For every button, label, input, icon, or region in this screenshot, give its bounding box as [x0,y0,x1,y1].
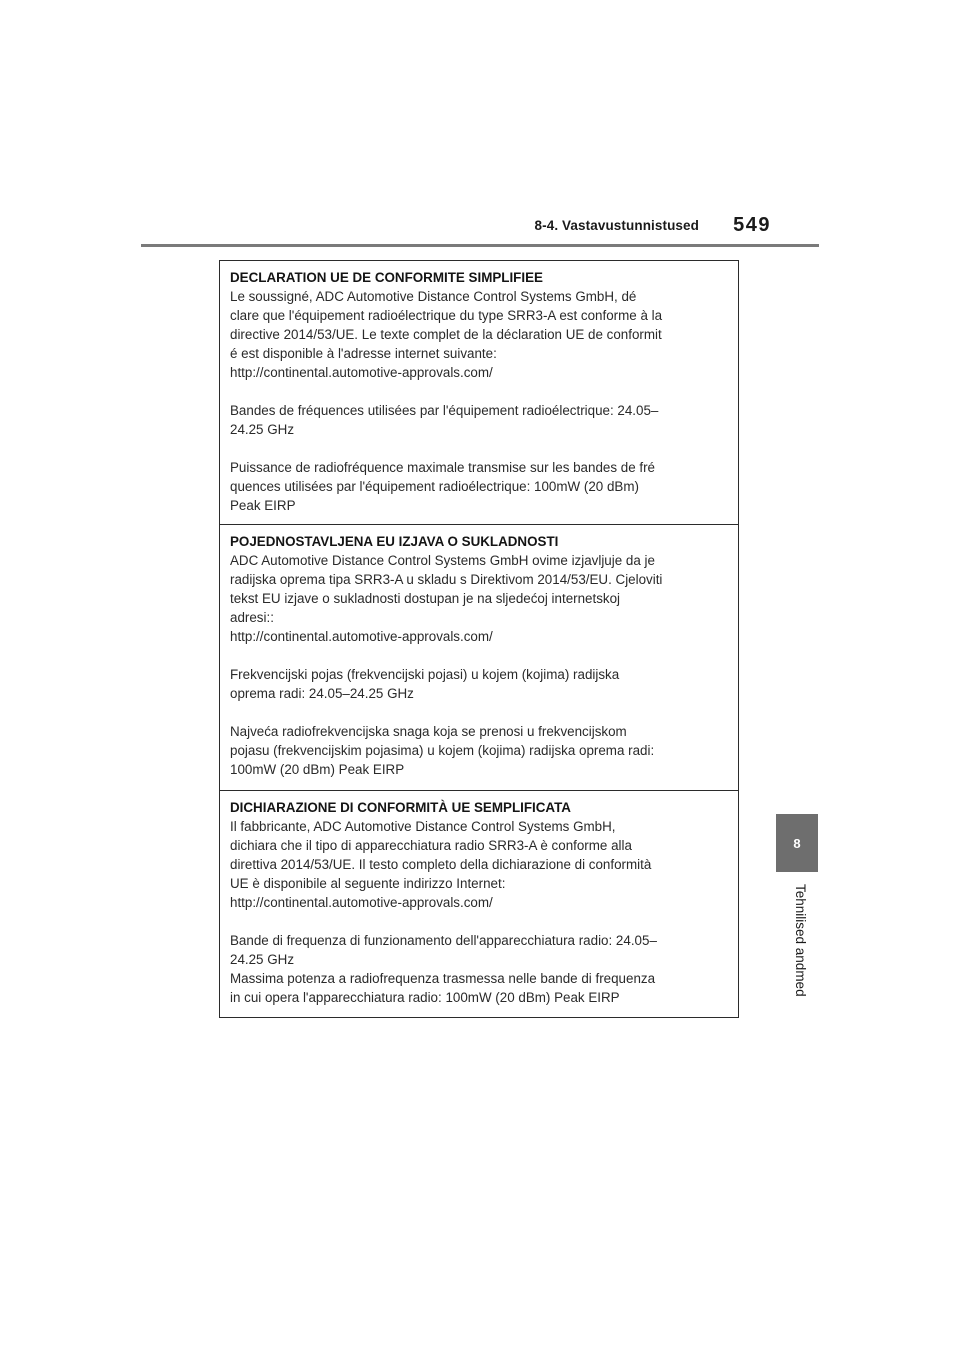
section-heading: POJEDNOSTAVLJENA EU IZJAVA O SUKLADNOSTI [230,534,559,549]
paragraph [230,665,728,703]
text-line: oprema radi: 24.05–24.25 GHz [230,686,414,701]
paragraph [230,458,728,515]
text-line: pojasu (frekvencijskim pojasima) u kojem (kojima) radijska oprema radi: [230,743,655,758]
paragraph [230,401,728,439]
text-line: Massima potenza a radiofrequenza trasmessa nelle bande di frequenza [230,971,656,986]
text-line: radijska oprema tipa SRR3-A u skladu s Direktivom 2014/53/EU. Cjeloviti [230,572,663,587]
text-line: 24.25 GHz [230,952,295,967]
text-line: Peak EIRP [230,498,296,513]
text-line: direttiva 2014/53/UE. Il testo completo della dichiarazione di conformità [230,857,652,872]
text-line: ADC Automotive Distance Control Systems GmbH ovime izjavljuje da je [230,553,655,568]
text-line: UE è disponibile al seguente indirizzo Internet: [230,876,506,891]
text-line: é est disponible à l'adresse internet suivante: [230,346,497,361]
text-line: Puissance de radiofréquence maximale transmise sur les bandes de fré [230,460,656,475]
text-line: 100mW (20 dBm) Peak EIRP [230,762,405,777]
text-line: adresi:: [230,610,274,625]
declaration-section-fr [220,261,738,525]
declaration-section-it [220,791,738,1017]
declaration-box [219,260,739,1018]
text-line: Il fabbricante, ADC Automotive Distance Control Systems GmbH, [230,819,616,834]
page-header [141,214,819,246]
declaration-section-hr [220,525,738,791]
text-line: quences utilisées par l'équipement radioélectrique: 100mW (20 dBm) [230,479,639,494]
paragraph [230,817,728,912]
text-line: Najveća radiofrekvencijska snaga koja se prenosi u frekvencijskom [230,724,627,739]
section-heading: DICHIARAZIONE DI CONFORMITÀ UE SEMPLIFICATA [230,800,571,815]
section-title: 8-4. Vastavustunnistused [534,218,699,233]
header-rule [141,244,819,247]
text-line: 24.25 GHz [230,422,295,437]
text-line: http://continental.automotive-approvals.com/ [230,629,493,644]
chapter-tab [776,814,818,872]
section-heading: DECLARATION UE DE CONFORMITE SIMPLIFIEE [230,270,543,285]
text-line: Le soussigné, ADC Automotive Distance Control Systems GmbH, dé [230,289,637,304]
chapter-label: Tehnilised andmed [793,884,808,997]
text-line: tekst EU izjave o sukladnosti dostupan je na sljedećoj internetskoj [230,591,621,606]
text-line: directive 2014/53/UE. Le texte complet de la déclaration UE de conformit [230,327,662,342]
paragraph [230,551,728,646]
chapter-number: 8 [793,835,801,851]
text-line: Frekvencijski pojas (frekvencijski pojasi) u kojem (kojima) radijska [230,667,620,682]
paragraph [230,931,728,1007]
text-line: dichiara che il tipo di apparecchiatura radio SRR3-A è conforme alla [230,838,632,853]
text-line: http://continental.automotive-approvals.com/ [230,365,493,380]
text-line: Bande di frequenza di funzionamento dell'apparecchiatura radio: 24.05– [230,933,657,948]
page-number: 549 [733,214,771,236]
text-line: in cui opera l'apparecchiatura radio: 100mW (20 dBm) Peak EIRP [230,990,620,1005]
paragraph [230,722,728,779]
paragraph [230,287,728,382]
text-line: clare que l'équipement radioélectrique du type SRR3-A est conforme à la [230,308,663,323]
text-line: Bandes de fréquences utilisées par l'équipement radioélectrique: 24.05– [230,403,659,418]
text-line: http://continental.automotive-approvals.com/ [230,895,493,910]
